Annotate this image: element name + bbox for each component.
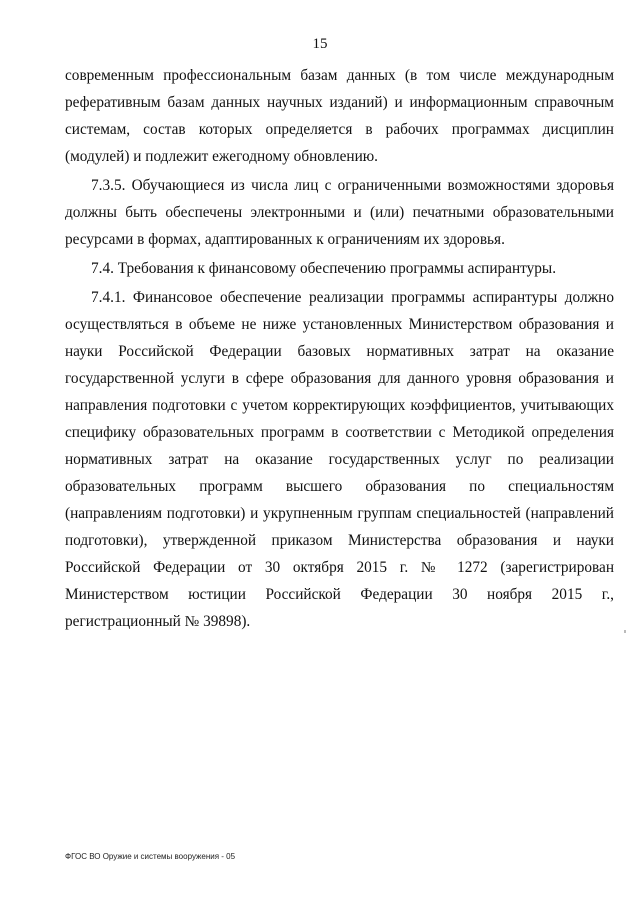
scan-speck (624, 630, 626, 633)
paragraph-continuation: современным профессиональным базам данных (в том числе международным реферативным базам данных научных изданий) и информационным справочным системам, состав которых определяется в рабочих программах дисциплин (модулей) и подлежит ежегодному обновлению. (65, 67, 614, 165)
heading-7-4: 7.4. Требования к финансовому обеспечению программы аспирантуры. (91, 260, 557, 277)
body-text (65, 62, 614, 635)
paragraph-7-4-1: 7.4.1. Финансовое обеспечение реализации программы аспирантуры должно осуществляться в объеме не ниже установленных Министерством образования и науки Российской Федерации базовых нормативных затрат на оказание государственной услуги в сфере образования для данного уровня образования и направления подготовки с учетом корректирующих коэффициентов, учитывающих специфику образовательных программ в соответствии с Методикой определения нормативных затрат на оказание государственных услуг по реализации образовательных программ высшего образования по специальностям (направлениям подготовки) и укрупненным группам специальностей (направлений подготовки), утвержденной приказом Министерства образования и науки Российской Федерации от 30 октября 2015 г. № 1272 (зарегистрирован Министерством юстиции Российской Федерации 30 ноября 2015 г., регистрационный № 39898). (65, 289, 614, 630)
paragraph-7-3-5: 7.3.5. Обучающиеся из числа лиц с ограниченными возможностями здоровья должны быть обеспечены электронными и (или) печатными образовательными ресурсами в формах, адаптированных к ограничениям их здоровья. (65, 177, 614, 248)
page-number: 15 (312, 36, 328, 52)
footer-text: ФГОС ВО Оружие и системы вооружения - 05 (65, 852, 236, 861)
